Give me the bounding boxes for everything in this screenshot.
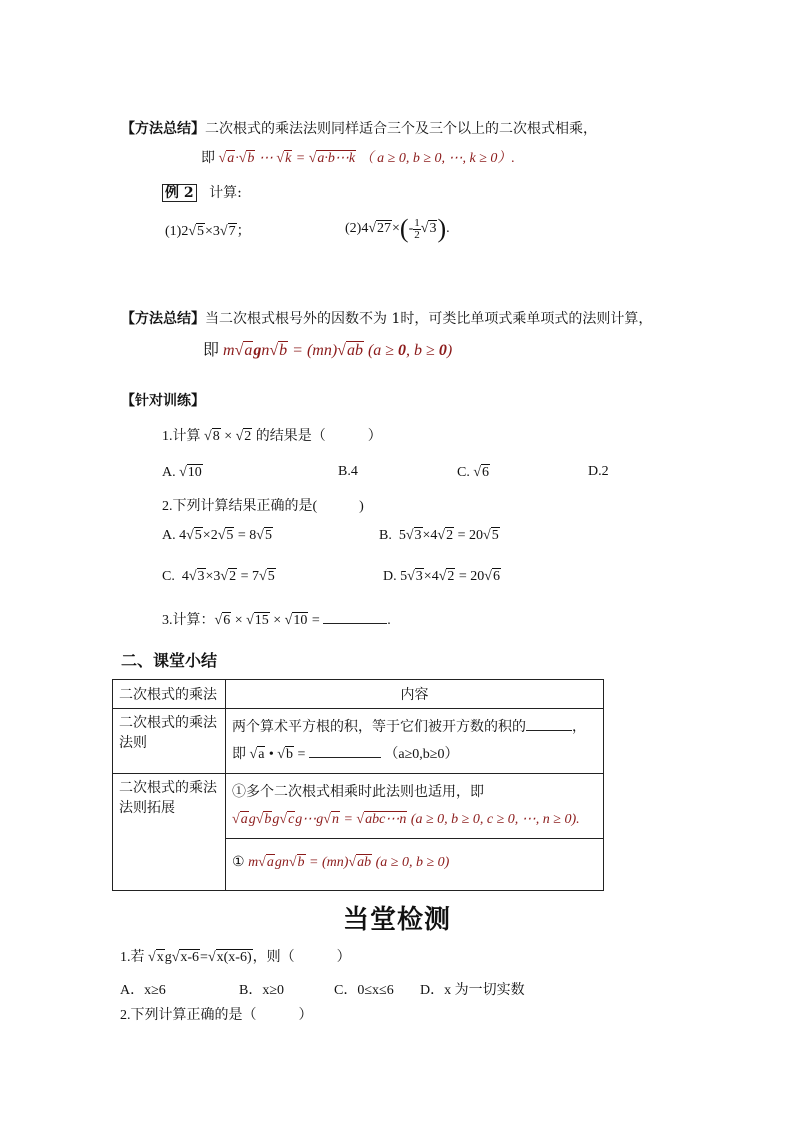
- table-row-2-label: 二次根式的乘法法则拓展: [113, 774, 226, 891]
- training-q2-option-d: D. 5√3×4√2 = 20√6: [383, 569, 500, 584]
- training-q1-stem: 1.计算 √8 × √2 的结果是（ ）: [162, 429, 382, 444]
- test-q1-option-d: D．x 为一切实数: [420, 983, 525, 998]
- training-q2-stem: 2.下列计算结果正确的是( ): [162, 499, 364, 514]
- test-q1-option-c: C．0≤x≤6: [334, 983, 394, 998]
- example-label: 计算:: [209, 185, 242, 201]
- training-q1-option-a: A. √10: [162, 465, 202, 480]
- table-row-1-content: [226, 709, 604, 774]
- example-tag: 例 2: [162, 184, 197, 202]
- training-q3: 3.计算：√6 × √15 × √10 = .: [162, 613, 391, 628]
- table-row-2-line1: ①多个二次根式相乘时此法则也适用，即: [232, 784, 484, 800]
- example-2-header: [162, 182, 242, 202]
- method-summary-1-formula-line: [201, 147, 515, 167]
- table-row-1-line2: 即 √a • √b = （a≥0,b≥0）: [232, 747, 459, 762]
- table-header-topic: 二次根式的乘法: [113, 680, 226, 709]
- coefficient-radical-formula: m√agn√b = (mn)√ab (a ≥ 0, b ≥ 0): [223, 342, 453, 359]
- method-summary-1: [121, 118, 597, 138]
- formula-prefix: 即: [201, 151, 215, 166]
- training-q1-option-d: D.2: [588, 464, 609, 479]
- method-summary-2: [121, 308, 652, 328]
- method-summary-text: 当二次根式根号外的因数不为 1时，可类比单项式乘单项式的法则计算，: [205, 311, 653, 327]
- test-q2-stem: 2.下列计算正确的是（ ）: [120, 1008, 313, 1023]
- training-q1-option-c: C. √6: [457, 465, 490, 480]
- method-summary-text: 二次根式的乘法法则同样适合三个及三个以上的二次根式相乘，: [205, 121, 597, 137]
- method-summary-tag: 【方法总结】: [121, 121, 205, 137]
- training-q2-option-c: C. 4√3×3√2 = 7√5: [162, 569, 275, 584]
- table-row-1-line1: 两个算术平方根的积，等于它们被开方数的积的 ，: [232, 719, 586, 735]
- table-row-2-line2: √ag√bg√cg⋯g√n = √abc⋯n (a ≥ 0, b ≥ 0, c ≥ 0, ⋯, n ≥ 0).: [232, 812, 580, 827]
- example-2-q1: (1)2√5×3√7；: [165, 224, 251, 239]
- test-q1-stem: 1.若 √xg√x-6=√x(x-6)，则（ ）: [120, 950, 351, 965]
- table-row-2-content: [226, 774, 604, 839]
- table-row-3-content: [226, 839, 604, 891]
- multi-radical-formula: √a·√b ⋯ √k = √a·b⋯k: [218, 151, 356, 166]
- training-title: 【针对训练】: [121, 393, 205, 409]
- section-2-title: 二、课堂小结: [121, 651, 218, 670]
- training-q1-option-b: B.4: [338, 464, 358, 479]
- test-title: 当堂检测: [343, 905, 452, 935]
- table-row-1-label: 二次根式的乘法法则: [113, 709, 226, 774]
- training-q2-option-b: B. 5√3×4√2 = 20√5: [379, 528, 499, 543]
- table-header-content: 内容: [226, 680, 604, 709]
- training-q2-option-a: A. 4√5×2√5 = 8√5: [162, 528, 272, 543]
- table-row-2-line3: ① m√agn√b = (mn)√ab (a ≥ 0, b ≥ 0): [232, 855, 450, 870]
- method-summary-tag: 【方法总结】: [121, 311, 205, 327]
- method-summary-2-formula-line: [203, 337, 452, 360]
- summary-table: [112, 679, 604, 891]
- formula-condition: （ a ≥ 0, b ≥ 0, ⋯, k ≥ 0）.: [359, 151, 515, 166]
- formula-prefix: 即: [203, 342, 220, 359]
- test-q1-option-a: A．x≥6: [120, 983, 166, 998]
- test-q1-option-b: B．x≥0: [239, 983, 285, 998]
- example-2-q2: (2)4√27×(- $\frac{1}{2}$ √3).: [345, 214, 450, 243]
